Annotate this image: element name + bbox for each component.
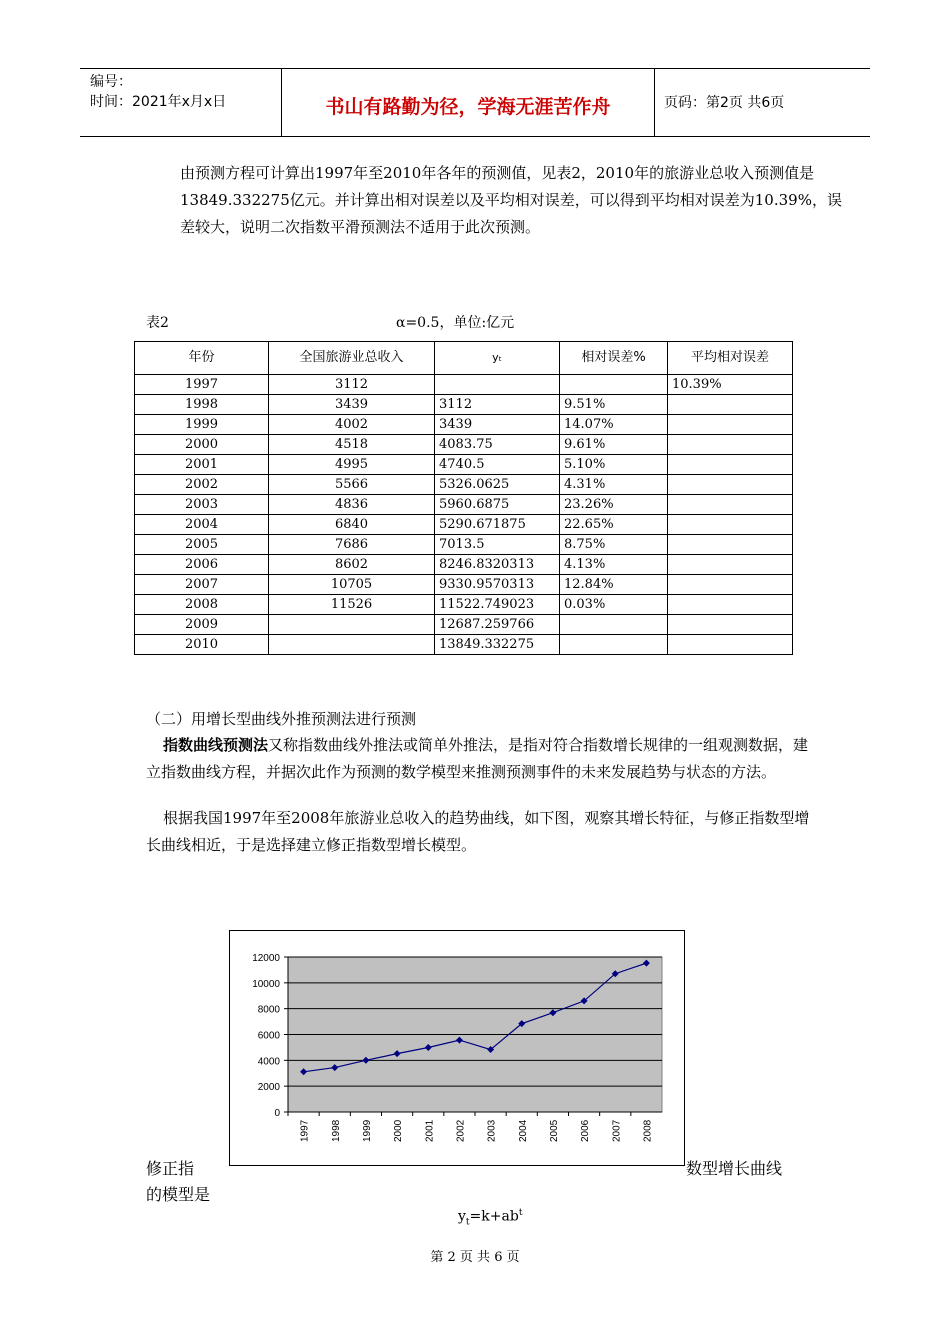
header-top-rule bbox=[80, 68, 870, 69]
cell-rel-error: 8.75% bbox=[560, 535, 668, 555]
cell-avg-error bbox=[668, 455, 793, 475]
cell-income: 8602 bbox=[269, 555, 435, 575]
cell-income bbox=[269, 615, 435, 635]
cell-income: 11526 bbox=[269, 595, 435, 615]
cell-year: 2002 bbox=[135, 475, 269, 495]
y-tick-label: 10000 bbox=[252, 978, 280, 990]
cell-avg-error bbox=[668, 495, 793, 515]
cell-rel-error: 0.03% bbox=[560, 595, 668, 615]
paragraph-2-text: 又称指数曲线外推法或简单外推法，是指对符合指数增长规律的一组观测数据，建立指数曲线方程，并据次此作为预测的数学模型来推测预测事件的未来发展趋势与状态的方法。 bbox=[146, 736, 809, 781]
cell-avg-error bbox=[668, 575, 793, 595]
table-header-row bbox=[135, 342, 793, 375]
cell-avg-error bbox=[668, 595, 793, 615]
time-label: 时间：2021年x月x日 bbox=[90, 94, 227, 110]
cell-avg-error bbox=[668, 475, 793, 495]
table-row bbox=[135, 395, 793, 415]
table-row bbox=[135, 595, 793, 615]
cell-income: 4836 bbox=[269, 495, 435, 515]
formula-subscript: t bbox=[465, 1217, 470, 1228]
cell-yt: 12687.259766 bbox=[435, 615, 560, 635]
cell-rel-error bbox=[560, 635, 668, 655]
side-text-left-1: 修正指 bbox=[146, 1159, 195, 1178]
table-row bbox=[135, 455, 793, 475]
header-bottom-rule bbox=[80, 136, 870, 137]
y-tick-label: 0 bbox=[274, 1108, 280, 1119]
table-row bbox=[135, 415, 793, 435]
page-footer: 第 2 页 共 6 页 bbox=[430, 1250, 520, 1265]
cell-year: 2005 bbox=[135, 535, 269, 555]
cell-yt: 13849.332275 bbox=[435, 635, 560, 655]
y-tick-label: 6000 bbox=[257, 1030, 280, 1042]
cell-rel-error: 22.65% bbox=[560, 515, 668, 535]
cell-rel-error: 9.61% bbox=[560, 435, 668, 455]
cell-year: 2004 bbox=[135, 515, 269, 535]
cell-yt: 5960.6875 bbox=[435, 495, 560, 515]
cell-avg-error bbox=[668, 615, 793, 635]
paragraph-1: 由预测方程可计算出1997年至2010年各年的预测值，见表2，2010年的旅游业总收入预测值是13849.332275亿元。并计算出相对误差以及平均相对误差，可以得到平均相对误差为10.39%，误差较大，说明二次指数平滑预测法不适用于此次预测。 bbox=[180, 164, 842, 236]
paragraph-3 bbox=[146, 805, 810, 859]
cell-rel-error: 12.84% bbox=[560, 575, 668, 595]
cell-avg-error bbox=[668, 515, 793, 535]
x-tick-label: 2002 bbox=[455, 1119, 467, 1142]
header-motto: 书山有路勤为径，学海无涯苦作舟 bbox=[325, 96, 611, 118]
cell-rel-error bbox=[560, 615, 668, 635]
cell-income bbox=[269, 635, 435, 655]
cell-income: 6840 bbox=[269, 515, 435, 535]
x-tick-label: 1997 bbox=[299, 1119, 311, 1142]
y-tick-label: 4000 bbox=[257, 1056, 280, 1068]
cell-year: 1998 bbox=[135, 395, 269, 415]
table-row bbox=[135, 575, 793, 595]
cell-avg-error: 10.39% bbox=[668, 375, 793, 395]
section-2-title: （二）用增长型曲线外推预测法进行预测 bbox=[146, 710, 417, 728]
forecast-table bbox=[134, 341, 793, 655]
cell-avg-error bbox=[668, 435, 793, 455]
cell-income: 4518 bbox=[269, 435, 435, 455]
x-tick-label: 1998 bbox=[330, 1119, 342, 1142]
cell-yt bbox=[435, 375, 560, 395]
table-row bbox=[135, 495, 793, 515]
cell-rel-error: 5.10% bbox=[560, 455, 668, 475]
term-exponential-curve: 指数曲线预测法 bbox=[163, 736, 269, 754]
header-page-info: 页码：第2页 共6页 bbox=[664, 95, 785, 111]
paragraph-2 bbox=[146, 732, 810, 786]
cell-rel-error: 4.13% bbox=[560, 555, 668, 575]
cell-yt: 8246.8320313 bbox=[435, 555, 560, 575]
cell-yt: 5290.671875 bbox=[435, 515, 560, 535]
x-tick-label: 2003 bbox=[486, 1119, 498, 1142]
cell-income: 3439 bbox=[269, 395, 435, 415]
y-tick-label: 8000 bbox=[257, 1004, 280, 1016]
cell-yt: 5326.0625 bbox=[435, 475, 560, 495]
cell-year: 2008 bbox=[135, 595, 269, 615]
cell-yt: 3112 bbox=[435, 395, 560, 415]
cell-year: 2001 bbox=[135, 455, 269, 475]
cell-income: 7686 bbox=[269, 535, 435, 555]
y-tick-label: 12000 bbox=[252, 953, 280, 964]
trend-chart-svg bbox=[230, 931, 684, 1165]
cell-year: 2003 bbox=[135, 495, 269, 515]
table-row bbox=[135, 615, 793, 635]
model-formula bbox=[458, 1208, 522, 1227]
cell-yt: 7013.5 bbox=[435, 535, 560, 555]
table-row bbox=[135, 475, 793, 495]
paragraph-3-text: 根据我国1997年至2008年旅游业总收入的趋势曲线，如下图，观察其增长特征，与修正指数型增长曲线相近，于是选择建立修正指数型增长模型。 bbox=[146, 809, 810, 854]
code-label: 编号： bbox=[90, 74, 132, 90]
x-tick-label: 2006 bbox=[580, 1119, 592, 1142]
cell-yt: 4740.5 bbox=[435, 455, 560, 475]
table-row bbox=[135, 535, 793, 555]
table-row bbox=[135, 555, 793, 575]
formula-middle: =k+ab bbox=[469, 1208, 519, 1225]
x-tick-label: 2008 bbox=[642, 1119, 654, 1142]
x-tick-label: 2005 bbox=[548, 1119, 560, 1142]
x-tick-label: 1999 bbox=[361, 1119, 373, 1142]
cell-year: 2007 bbox=[135, 575, 269, 595]
table-row bbox=[135, 515, 793, 535]
trend-chart bbox=[229, 930, 685, 1166]
x-tick-label: 2007 bbox=[611, 1119, 623, 1142]
cell-year: 2006 bbox=[135, 555, 269, 575]
cell-rel-error: 4.31% bbox=[560, 475, 668, 495]
header-income: 全国旅游业总收入 bbox=[269, 342, 435, 375]
cell-income: 4002 bbox=[269, 415, 435, 435]
cell-income: 10705 bbox=[269, 575, 435, 595]
y-tick-label: 2000 bbox=[257, 1082, 280, 1094]
table-row bbox=[135, 375, 793, 395]
header-rel-error: 相对误差% bbox=[560, 342, 668, 375]
formula-superscript: t bbox=[518, 1208, 523, 1218]
cell-income: 3112 bbox=[269, 375, 435, 395]
cell-avg-error bbox=[668, 555, 793, 575]
table-caption-label: 表2 bbox=[146, 315, 169, 331]
header-yt: yₜ bbox=[435, 342, 560, 375]
cell-year: 2000 bbox=[135, 435, 269, 455]
cell-avg-error bbox=[668, 395, 793, 415]
cell-yt: 11522.749023 bbox=[435, 595, 560, 615]
table-row bbox=[135, 435, 793, 455]
x-tick-label: 2000 bbox=[393, 1119, 405, 1142]
cell-avg-error bbox=[668, 535, 793, 555]
cell-rel-error: 9.51% bbox=[560, 395, 668, 415]
side-text-left-2: 的模型是 bbox=[146, 1185, 211, 1204]
header-divider-right bbox=[654, 68, 655, 136]
cell-yt: 9330.9570313 bbox=[435, 575, 560, 595]
x-tick-label: 2004 bbox=[517, 1119, 529, 1142]
cell-rel-error bbox=[560, 375, 668, 395]
cell-year: 1997 bbox=[135, 375, 269, 395]
cell-avg-error bbox=[668, 635, 793, 655]
side-text-right: 数型增长曲线 bbox=[686, 1159, 783, 1178]
cell-income: 4995 bbox=[269, 455, 435, 475]
cell-year: 1999 bbox=[135, 415, 269, 435]
table-row bbox=[135, 635, 793, 655]
header-meta bbox=[90, 72, 226, 112]
cell-rel-error: 23.26% bbox=[560, 495, 668, 515]
cell-yt: 3439 bbox=[435, 415, 560, 435]
cell-yt: 4083.75 bbox=[435, 435, 560, 455]
table-caption-unit: α=0.5，单位:亿元 bbox=[396, 315, 515, 331]
formula-base: y bbox=[458, 1208, 466, 1225]
x-tick-label: 2001 bbox=[424, 1119, 436, 1142]
cell-avg-error bbox=[668, 415, 793, 435]
cell-year: 2010 bbox=[135, 635, 269, 655]
cell-rel-error: 14.07% bbox=[560, 415, 668, 435]
header-avg-error: 平均相对误差 bbox=[668, 342, 793, 375]
header-year: 年份 bbox=[135, 342, 269, 375]
cell-year: 2009 bbox=[135, 615, 269, 635]
cell-income: 5566 bbox=[269, 475, 435, 495]
